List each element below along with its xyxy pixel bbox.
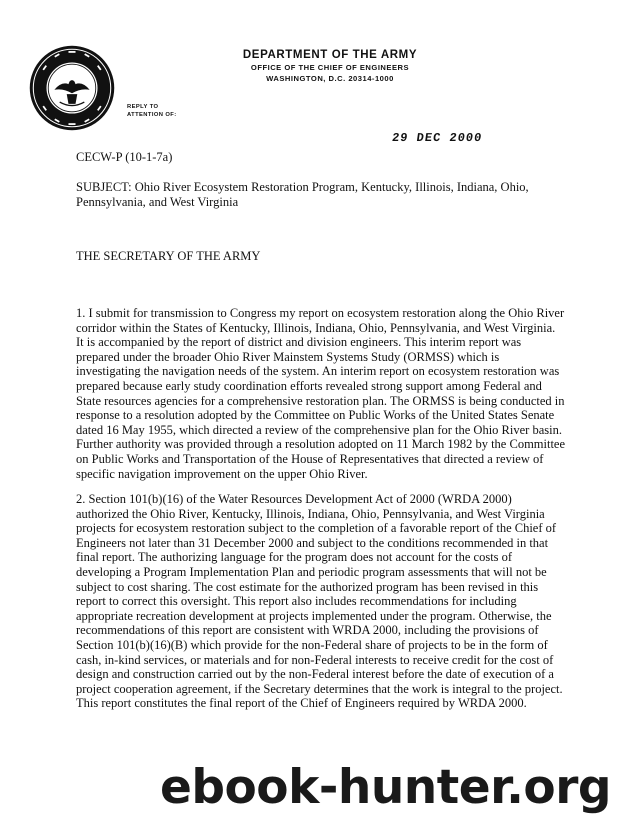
letterhead: [190, 49, 470, 83]
watermark-text: ebook-hunter.org: [160, 760, 612, 815]
paragraph-1: 1. I submit for transmission to Congress my report on ecosystem restoration along the Ohio River corridor within the States of Kentucky, Illinois, Indiana, Ohio, Pennsylvania, and West Virginia. It is accompanied by the report of district and division engineers. This interim report was prepared under the broader Ohio River Mainstem Systems Study (ORMSS) which is investigating the navigation needs of the system. An interim report on ecosystem restoration was prepared because early study coordination efforts revealed strong support among Federal and State resources agencies for a comprehensive restoration plan. The ORMSS is being conducted in response to a resolution adopted by the Committee on Public Works of the United States Senate dated 16 May 1955, which directed a review of the comprehensive plan for the Ohio River basin. Further authority was provided through a resolution adopted on 11 March 1982 by the Committee on Public Works and Transportation of the House of Representatives that directed a review of specific navigation improvement on the upper Ohio River.: [76, 306, 566, 481]
letterhead-office: OFFICE OF THE CHIEF OF ENGINEERS: [250, 63, 410, 72]
department-seal-icon: [28, 44, 116, 132]
letterhead-address: WASHINGTON, D.C. 20314-1000: [266, 74, 394, 83]
paragraph-2: 2. Section 101(b)(16) of the Water Resources Development Act of 2000 (WRDA 2000) authorized the Ohio River, Kentucky, Illinois, Indiana, Ohio, Pennsylvania, and West Virginia projects for ecosystem restoration subject to the completion of a favorable report of the Chief of Engineers not later than 31 December 2000 and subject to the conditions recommended in that final report. The authorizing language for the program does not account for the costs of developing a Program Implementation Plan and periodic program assessments that will not be subject to cost sharing. The cost estimate for the authorized program has been revised in this report to correct this oversight. This report also includes recommendations for including appropriate recreation development at projects implemented under the program. Otherwise, the recommendations of this report are consistent with WRDA 2000, including the provisions of Section 101(b)(16)(B) which provide for the non-Federal share of projects to be in the form of cash, in-kind services, or materials and for non-Federal interests to receive credit for the cost of design and construction carried out by the non-Federal interest before the date of execution of a project cooperation agreement, if the Secretary determines that the work is integral to the project. This report constitutes the final report of the Chief of Engineers required by WRDA 2000.: [76, 492, 563, 711]
reply-to-label: [127, 103, 177, 119]
letterhead-title: DEPARTMENT OF THE ARMY: [242, 49, 418, 61]
date-stamp: 29 DEC 2000: [391, 131, 484, 145]
addressee: THE SECRETARY OF THE ARMY: [76, 249, 261, 263]
subject-line: SUBJECT: Ohio River Ecosystem Restoration Program, Kentucky, Illinois, Indiana, Ohio, Pennsylvania, and West Virginia: [76, 180, 529, 209]
attention-of-line: ATTENTION OF:: [127, 112, 177, 118]
reference-code: CECW-P (10-1-7a): [76, 150, 173, 164]
reply-to-line: REPLY TO: [127, 104, 159, 110]
